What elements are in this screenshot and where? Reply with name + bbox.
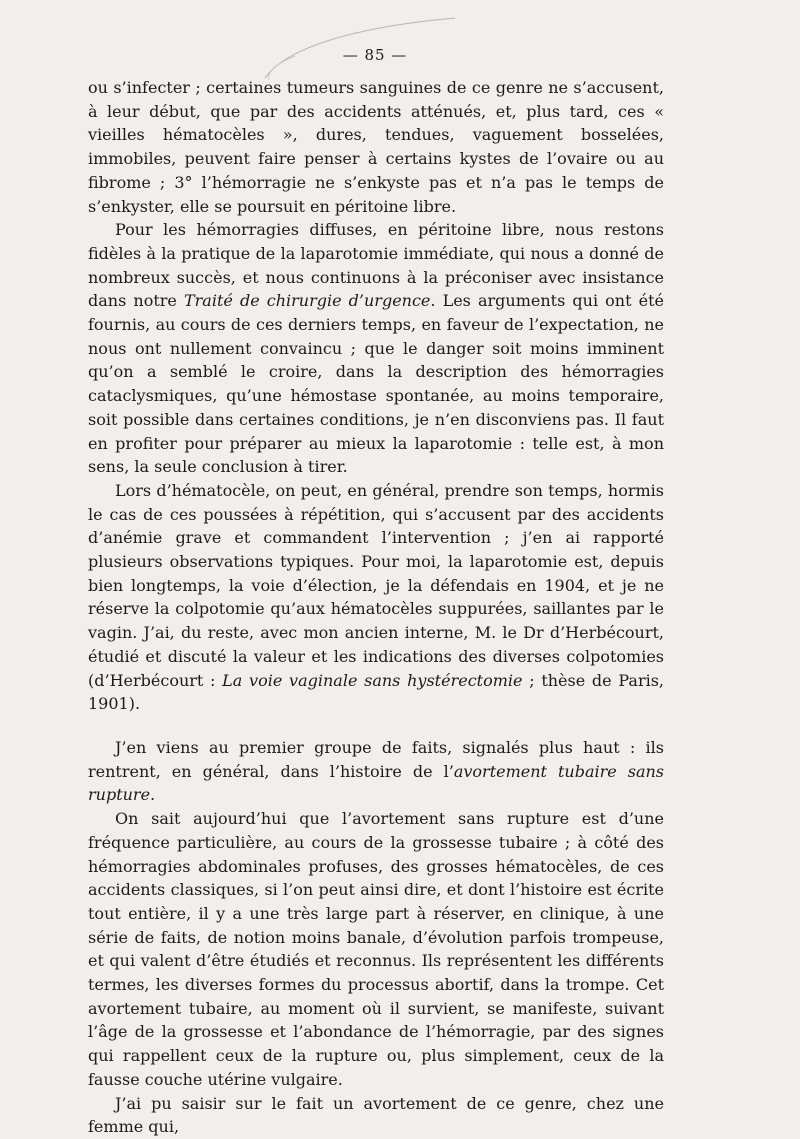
paragraph-p4	[88, 736, 664, 807]
paragraph-p5	[88, 807, 664, 1091]
text-run: ; thèse de Paris, 1901).	[88, 670, 665, 714]
paragraph-p2	[88, 218, 664, 479]
text-run: .	[150, 785, 156, 805]
paragraph-gap	[88, 716, 664, 736]
body-text	[88, 76, 664, 1139]
text-run: On sait aujourd’hui que l’avortement sans rupture est d’une fréquence particulière, au cours de la grossesse tubaire ; à côté des hémorragies abdominales profuses, des grosses hématocèles, de ces accidents classiques, si l’on peut ainsi dire, et dont l’histoire est écrite tout entière, il y a une très large part à réserver, en clinique, à une série de faits, de notion moins banale, d’évolution parfois trompeuse, et qui valent d’être étudiés et reconnus. Ils représentent les différents termes, les diverses formes du processus abortif, dans la trompe. Cet avortement tubaire, au moment où il survient, se manifeste, suivant l’âge de la grossesse et l’abondance de l’hémorragie, par des signes qui rappellent ceux de la rupture ou, plus simplement, ceux de la fausse couche utérine vulgaire.	[88, 809, 664, 1089]
italic-title: Traité de chirurgie d’urgence	[183, 291, 431, 311]
text-run: J’ai pu saisir sur le fait un avortement de ce genre, chez une femme qui,	[88, 1093, 664, 1137]
page-number: — 85 —	[342, 46, 408, 64]
paragraph-p3	[88, 479, 664, 716]
text-run: Pour les hémorragies diffuses, en péritoine libre, nous restons fidèles à la pratique de la laparotomie immédiate, qui nous a donné de nombreux succès, et nous continuons à la préconiser avec insistance dans notre	[88, 220, 664, 311]
text-run: J’en viens au premier groupe de faits, signalés plus haut : ils rentrent, en général, dans l’histoire de l’	[88, 737, 664, 781]
italic-title: avortement tubaire sans rupture	[88, 761, 664, 805]
text-run: Lors d’hématocèle, on peut, en général, prendre son temps, hormis le cas de ces poussées à répétition, qui s’accusent par des accidents d’anémie grave et commandent l’intervention ; j’en ai rapporté plusieurs observations typiques. Pour moi, la laparotomie est, depuis bien longtemps, la voie d’élection, je la défendais en 1904, et je ne réserve la colpotomie qu’aux hématocèles suppurées, saillantes par le vagin. J’ai, du reste, avec mon ancien interne, M. le Dr d’Herbécourt, étudié et discuté la valeur et les indications des diverses colpotomies (d’Herbécourt :	[88, 480, 664, 690]
italic-title: La voie vaginale sans hystérectomie	[222, 670, 523, 690]
paragraph-p6	[88, 1092, 664, 1139]
text-run: . Les arguments qui ont été fournis, au cours de ces derniers temps, en faveur de l’expectation, ne nous ont nullement convaincu ; que le danger soit moins imminent qu’on a semblé le croire, dans la description des hémorragies cataclysmiques, qu’une hémostase spontanée, au moins temporaire, soit possible dans certaines conditions, je n’en disconviens pas. Il faut en profiter pour préparer au mieux la laparotomie : telle est, à mon sens, la seule conclusion à tirer.	[88, 291, 665, 477]
text-run: ou s’infecter ; certaines tumeurs sanguines de ce genre ne s’accusent, à leur début, que par des accidents atténués, et, plus tard, ces « vieilles hématocèles », dures, tendues, vaguement bosselées, immobiles, peuvent faire penser à certains kystes de l’ovaire ou au fibrome ; 3° l’hémorragie ne s’enkyste pas et n’a pas le temps de s’enkyster, elle se poursuit en péritoine libre.	[88, 78, 664, 216]
paragraph-p1	[88, 76, 664, 218]
